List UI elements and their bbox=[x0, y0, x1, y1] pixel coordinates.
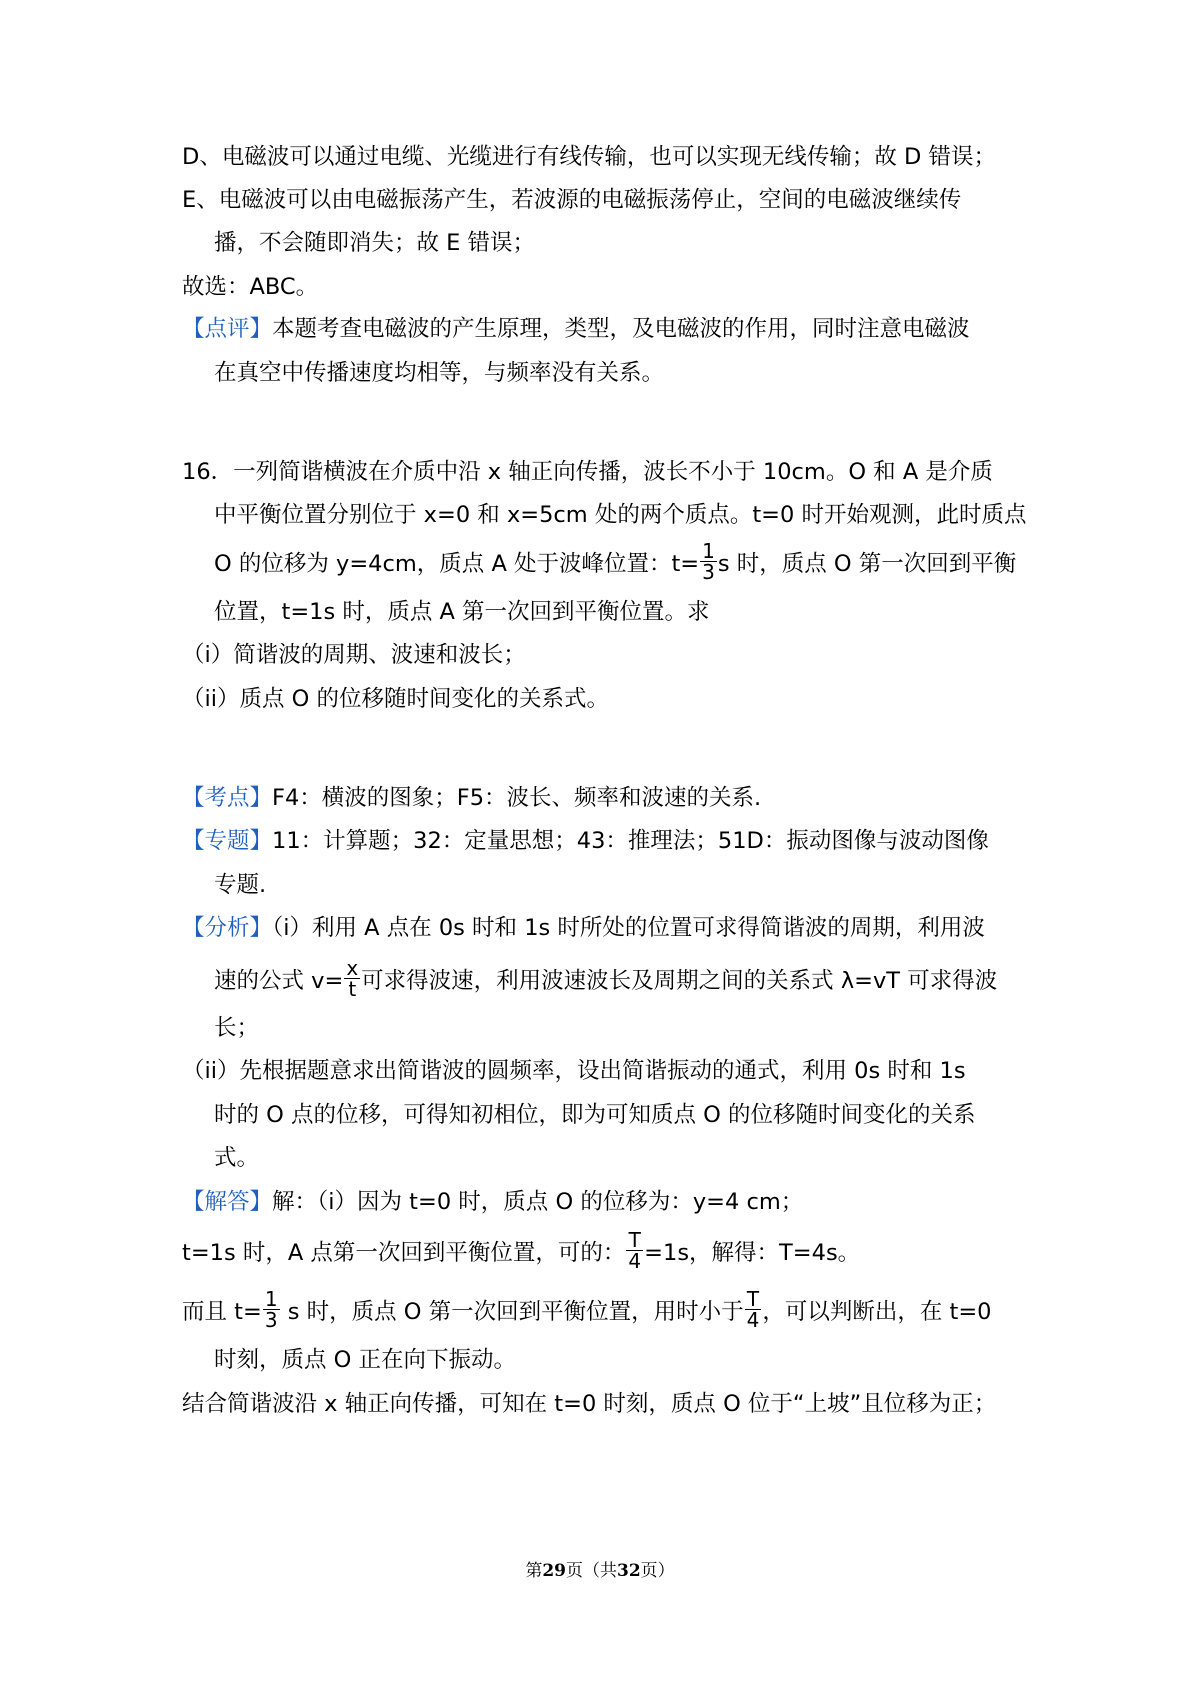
fraction-denominator: 4 bbox=[628, 1249, 642, 1273]
fraction-denominator: 4 bbox=[746, 1308, 760, 1332]
comment-text: 本题考查电磁波的产生原理，类型，及电磁波的作用，同时注意电磁波 bbox=[272, 316, 970, 342]
fenxi-line-5: 时的 O 点的位移，可得知初相位，即为可知质点 O 的位移随时间变化的关系 bbox=[214, 1102, 976, 1128]
q16-text-a: O 的位移为 y=4cm，质点 A 处于波峰位置：t= bbox=[214, 551, 700, 577]
kaodian-tag: 【考点】 bbox=[182, 785, 273, 811]
answer-selection: 故选：ABC。 bbox=[182, 274, 319, 300]
fenxi-line-4: （ii）先根据题意求出简谐波的圆频率，设出简谐振动的通式，利用 0s 时和 1s bbox=[182, 1058, 966, 1084]
fenxi-line-2 bbox=[214, 956, 998, 1001]
kaodian-text: F4：横波的图象；F5：波长、频率和波速的关系. bbox=[272, 785, 762, 811]
paragraph-option-e: E、电磁波可以由电磁振荡产生，若波源的电磁振荡停止，空间的电磁波继续传 bbox=[182, 187, 962, 213]
fenxi-text-b: 可求得波速，利用波速波长及周期之间的关系式 λ=vT 可求得波 bbox=[361, 968, 998, 994]
paragraph-option-d: D、电磁波可以通过电缆、光缆进行有线传输，也可以实现无线传输；故 D 错误； bbox=[182, 144, 996, 170]
fenxi-text: （i）利用 A 点在 0s 时和 1s 时所处的位置可求得简谐波的周期，利用波 bbox=[272, 915, 985, 941]
fenxi-line-6: 式。 bbox=[214, 1145, 260, 1171]
footer-mid: 页（共 bbox=[566, 1561, 617, 1581]
question-16-part-ii: （ii）质点 O 的位移随时间变化的关系式。 bbox=[182, 686, 610, 712]
fraction-denominator: 3 bbox=[264, 1308, 278, 1332]
page-footer bbox=[0, 1556, 1200, 1581]
fenxi-line-3: 长； bbox=[214, 1015, 260, 1041]
fraction-numerator: T bbox=[745, 1289, 762, 1310]
footer-total-pages: 32 bbox=[617, 1561, 641, 1581]
fraction-numerator: T bbox=[626, 1230, 643, 1251]
question-16-line-4: 位置，t=1s 时，质点 A 第一次回到平衡位置。求 bbox=[214, 599, 710, 625]
fraction-x-over-t bbox=[344, 958, 360, 999]
jieda-tag: 【解答】 bbox=[182, 1189, 273, 1215]
jieda-line-2 bbox=[182, 1228, 861, 1273]
question-16-line-2: 中平衡位置分别位于 x=0 和 x=5cm 处的两个质点。t=0 时开始观测，此时质点 bbox=[214, 502, 1027, 528]
fraction-numerator: x bbox=[346, 956, 359, 980]
footer-post: 页） bbox=[640, 1561, 675, 1581]
comment-tag: 【点评】 bbox=[182, 316, 273, 342]
jieda-text-b: s 时，质点 O 第一次回到平衡位置，用时小于 bbox=[280, 1299, 744, 1325]
footer-page-number: 29 bbox=[542, 1561, 566, 1581]
fenxi-tag: 【分析】 bbox=[182, 915, 273, 941]
jieda-text-a: 而且 t= bbox=[182, 1299, 262, 1325]
fenxi-text-a: 速的公式 v= bbox=[214, 968, 344, 994]
jieda-text: 解：（i）因为 t=0 时，质点 O 的位移为：y=4 cm； bbox=[272, 1189, 804, 1215]
footer-pre: 第 bbox=[525, 1561, 543, 1581]
question-16-line-1: 16．一列简谐横波在介质中沿 x 轴正向传播，波长不小于 10cm。O 和 A 是介质 bbox=[182, 459, 993, 485]
zhuanti-line-cont: 专题. bbox=[214, 872, 267, 898]
zhuanti-line bbox=[182, 826, 989, 856]
fraction-numerator: 1 bbox=[702, 539, 715, 563]
fraction-t-over-4 bbox=[745, 1289, 762, 1330]
fraction-t-over-4 bbox=[626, 1230, 643, 1271]
comment-line bbox=[182, 314, 970, 344]
question-16-line-3 bbox=[214, 539, 1017, 584]
fraction-denominator: t bbox=[348, 977, 357, 1001]
jieda-text-c: ，可以判断出，在 t=0 bbox=[762, 1299, 992, 1325]
fraction-one-third bbox=[263, 1289, 280, 1330]
jieda-text-a: t=1s 时，A 点第一次回到平衡位置，可的： bbox=[182, 1240, 626, 1266]
zhuanti-text: 11：计算题；32：定量思想；43：推理法；51D：振动图像与波动图像 bbox=[272, 828, 989, 854]
jieda-text-b: =1s，解得：T=4s。 bbox=[644, 1240, 861, 1266]
zhuanti-tag: 【专题】 bbox=[182, 828, 273, 854]
fraction-one-third bbox=[700, 541, 717, 582]
paragraph-option-e-cont: 播，不会随即消失；故 E 错误； bbox=[214, 230, 536, 256]
fraction-denominator: 3 bbox=[702, 560, 715, 584]
jieda-line-5: 结合简谐波沿 x 轴正向传播，可知在 t=0 时刻，质点 O 位于“上坡”且位移为正； bbox=[182, 1391, 997, 1417]
jieda-line bbox=[182, 1187, 803, 1217]
jieda-line-4: 时刻，质点 O 正在向下振动。 bbox=[214, 1347, 517, 1373]
question-16-part-i: （i）简谐波的周期、波速和波长； bbox=[182, 642, 526, 668]
fenxi-line bbox=[182, 913, 985, 943]
q16-text-b: s 时，质点 O 第一次回到平衡 bbox=[717, 551, 1017, 577]
jieda-line-3 bbox=[182, 1287, 992, 1332]
comment-line-cont: 在真空中传播速度均相等，与频率没有关系。 bbox=[214, 360, 665, 386]
kaodian-line bbox=[182, 783, 761, 813]
fraction-numerator: 1 bbox=[264, 1287, 278, 1311]
